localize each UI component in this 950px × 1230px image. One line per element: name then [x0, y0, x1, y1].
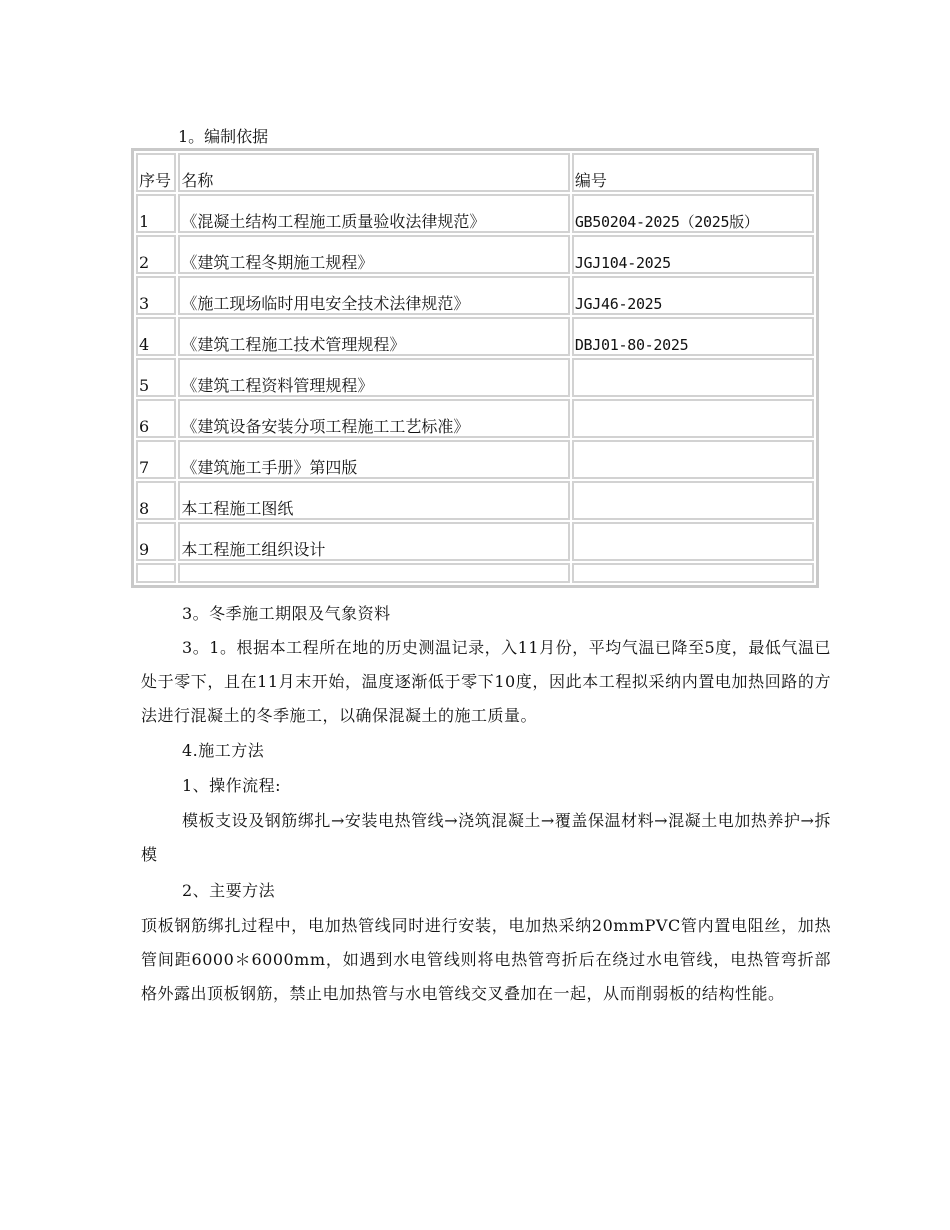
table-row [136, 481, 814, 520]
row-number-cell: 8 [136, 481, 176, 520]
row-number-cell: 2 [136, 235, 176, 274]
header-cell-number: 序号 [136, 153, 176, 192]
table-row-empty [136, 563, 814, 583]
step-1-paragraph: 模板支设及钢筋绑扎→安装电热管线→浇筑混凝土→覆盖保温材料→混凝土电加热养护→拆模 [141, 811, 831, 864]
row-code-cell [572, 481, 814, 520]
row-name-cell: 《建筑施工手册》第四版 [178, 440, 569, 479]
row-name-cell: 《建筑工程资料管理规程》 [178, 358, 569, 397]
row-code-cell [572, 399, 814, 438]
step-2-paragraph: 顶板钢筋绑扎过程中，电加热管线同时进行安装，电加热采纳20mmPVC管内置电阻丝，加热管间距6000＊6000mm，如遇到水电管线则将电热管弯折后在绕过水电管线，电热管弯折部格外露出顶板钢筋，禁止电加热管与水电管线交叉叠加在一起，从而削弱板的结构性能。 [141, 916, 831, 1003]
table-row [136, 194, 814, 233]
row-number-cell [136, 563, 176, 583]
section-3-1-paragraph: 3。1。根据本工程所在地的历史测温记录，入11月份，平均气温已降至5度，最低气温已处于零下，且在11月末开始，温度逐渐低于零下10度，因此本工程拟采纳内置电加热回路的方法进行混凝土的冬季施工，以确保混凝土的施工质量。 [141, 638, 831, 725]
row-code-cell [572, 522, 814, 561]
table-row [136, 399, 814, 438]
row-code-cell [572, 563, 814, 583]
row-code-cell: DBJ01-80-2025 [572, 317, 814, 356]
row-code-cell: JGJ104-2025 [572, 235, 814, 274]
row-name-cell: 《建筑工程冬期施工规程》 [178, 235, 569, 274]
table-row [136, 358, 814, 397]
row-name-cell: 本工程施工图纸 [178, 481, 569, 520]
section-4-heading: 4.施工方法 [182, 741, 265, 760]
references-table [131, 148, 819, 588]
row-number-cell: 5 [136, 358, 176, 397]
table-row [136, 235, 814, 274]
row-number-cell: 4 [136, 317, 176, 356]
row-number-cell: 7 [136, 440, 176, 479]
step-1-heading: 1、操作流程: [182, 776, 282, 795]
row-code-cell [572, 440, 814, 479]
table-row [136, 522, 814, 561]
row-name-cell: 本工程施工组织设计 [178, 522, 569, 561]
section-1-heading: 1。编制依据 [178, 127, 269, 146]
row-code-cell [572, 358, 814, 397]
row-code-cell: GB50204-2025（2025版） [572, 194, 814, 233]
table-row [136, 276, 814, 315]
row-name-cell: 《混凝土结构工程施工质量验收法律规范》 [178, 194, 569, 233]
header-cell-name: 名称 [178, 153, 569, 192]
table-header-row [136, 153, 814, 192]
table-row [136, 440, 814, 479]
row-code-cell: JGJ46-2025 [572, 276, 814, 315]
row-number-cell: 3 [136, 276, 176, 315]
header-cell-code: 编号 [572, 153, 814, 192]
table-row [136, 317, 814, 356]
row-number-cell: 6 [136, 399, 176, 438]
section-3-heading: 3。冬季施工期限及气象资料 [182, 604, 391, 623]
row-number-cell: 1 [136, 194, 176, 233]
row-name-cell: 《建筑工程施工技术管理规程》 [178, 317, 569, 356]
row-name-cell [178, 563, 569, 583]
row-name-cell: 《建筑设备安装分项工程施工工艺标准》 [178, 399, 569, 438]
step-2-heading: 2、主要方法 [182, 881, 276, 900]
row-number-cell: 9 [136, 522, 176, 561]
row-name-cell: 《施工现场临时用电安全技术法律规范》 [178, 276, 569, 315]
